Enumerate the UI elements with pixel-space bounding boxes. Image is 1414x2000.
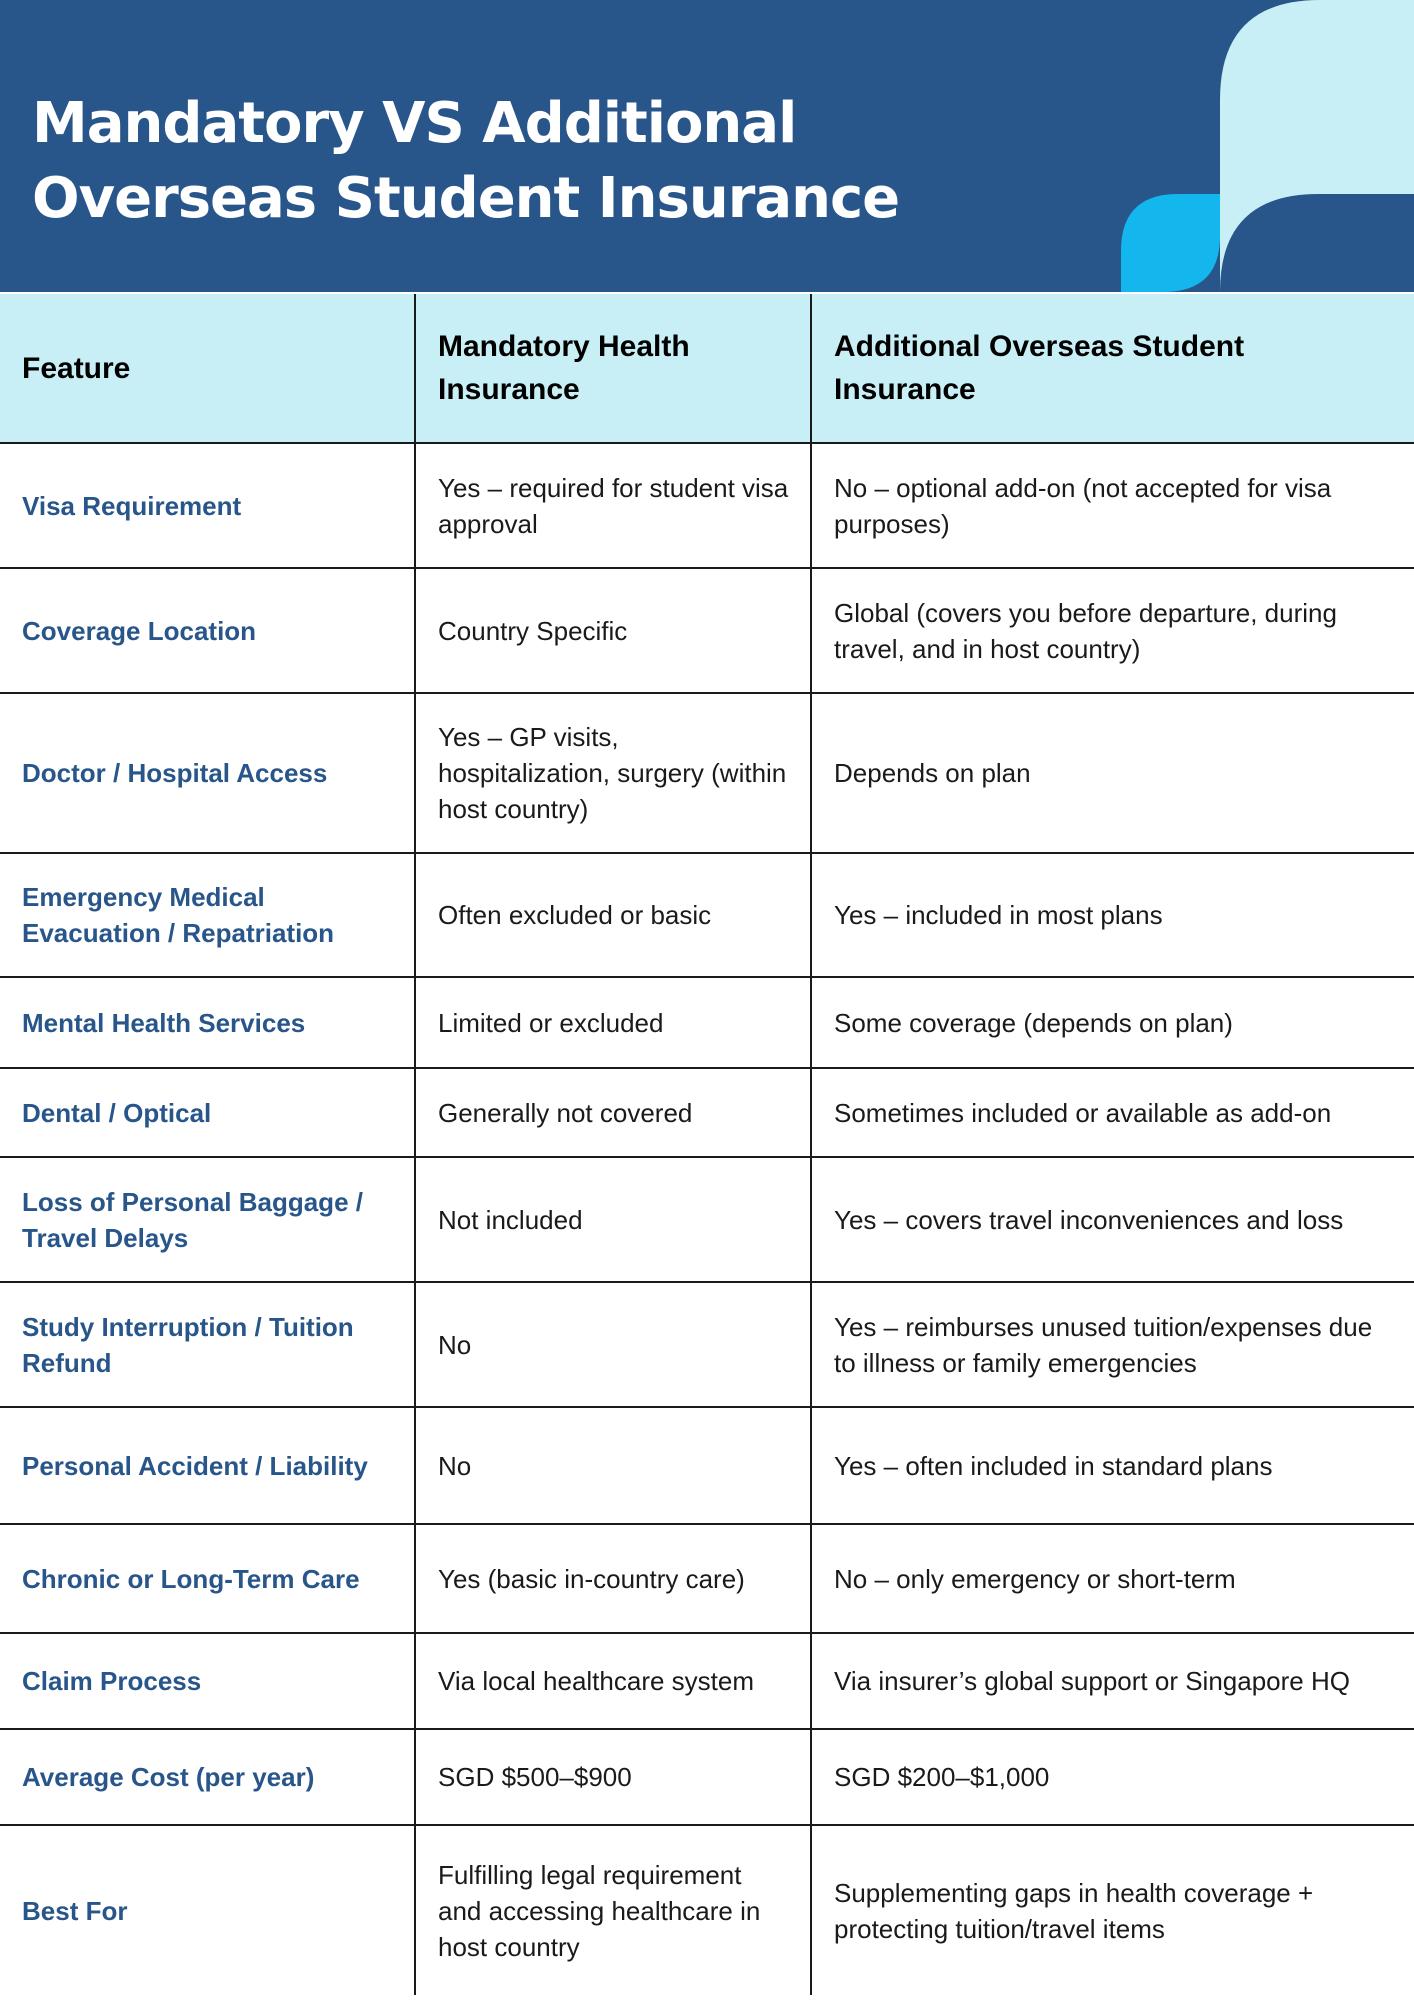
mandatory-cell: No [415, 1282, 811, 1407]
additional-cell: Some coverage (depends on plan) [811, 977, 1414, 1068]
decorative-leaf-shapes [0, 0, 1414, 292]
title-line-1: Mandatory VS Additional [32, 91, 797, 156]
feature-cell: Personal Accident / Liability [0, 1407, 415, 1524]
mandatory-cell: Generally not covered [415, 1068, 811, 1157]
page-header [0, 0, 1414, 292]
additional-cell: Supplementing gaps in health coverage + protecting tuition/travel items [811, 1825, 1414, 1995]
additional-cell: Global (covers you before departure, during travel, and in host country) [811, 568, 1414, 693]
mandatory-cell: Not included [415, 1157, 811, 1282]
light-leaf-shape-top [1220, 0, 1414, 194]
mandatory-cell: Fulfilling legal requirement and accessing healthcare in host country [415, 1825, 811, 1995]
feature-cell: Best For [0, 1825, 415, 1995]
column-header-additional: Additional Overseas Student Insurance [811, 294, 1414, 443]
mandatory-cell: Via local healthcare system [415, 1633, 811, 1729]
mandatory-cell: Often excluded or basic [415, 853, 811, 977]
table-row [0, 443, 1414, 568]
feature-cell: Study Interruption / Tuition Refund [0, 1282, 415, 1407]
table-row [0, 1524, 1414, 1633]
table-row [0, 1068, 1414, 1157]
table-row [0, 1825, 1414, 1995]
feature-cell: Claim Process [0, 1633, 415, 1729]
feature-cell: Doctor / Hospital Access [0, 693, 415, 853]
table-row [0, 693, 1414, 853]
accent-leaf-shape [1121, 194, 1220, 292]
title-line-2: Overseas Student Insurance [32, 166, 900, 231]
mandatory-cell: SGD $500–$900 [415, 1729, 811, 1825]
table-row [0, 1729, 1414, 1825]
additional-cell: No – only emergency or short-term [811, 1524, 1414, 1633]
table-row [0, 1282, 1414, 1407]
mandatory-cell: Yes (basic in-country care) [415, 1524, 811, 1633]
additional-cell: Yes – reimburses unused tuition/expenses due to illness or family emergencies [811, 1282, 1414, 1407]
additional-cell: Via insurer’s global support or Singapore HQ [811, 1633, 1414, 1729]
additional-cell: Sometimes included or available as add-on [811, 1068, 1414, 1157]
table-row [0, 977, 1414, 1068]
column-header-feature: Feature [0, 294, 415, 443]
mandatory-cell: Yes – GP visits, hospitalization, surgery (within host country) [415, 693, 811, 853]
feature-cell: Coverage Location [0, 568, 415, 693]
mandatory-cell: Limited or excluded [415, 977, 811, 1068]
mandatory-cell: Country Specific [415, 568, 811, 693]
feature-cell: Average Cost (per year) [0, 1729, 415, 1825]
table-row [0, 568, 1414, 693]
table-row [0, 1407, 1414, 1524]
feature-cell: Loss of Personal Baggage / Travel Delays [0, 1157, 415, 1282]
table-row [0, 1633, 1414, 1729]
additional-cell: No – optional add-on (not accepted for visa purposes) [811, 443, 1414, 568]
table-row [0, 853, 1414, 977]
table-row [0, 1157, 1414, 1282]
additional-cell: Depends on plan [811, 693, 1414, 853]
feature-cell: Emergency Medical Evacuation / Repatriation [0, 853, 415, 977]
column-header-mandatory: Mandatory Health Insurance [415, 294, 811, 443]
additional-cell: SGD $200–$1,000 [811, 1729, 1414, 1825]
feature-cell: Dental / Optical [0, 1068, 415, 1157]
additional-cell: Yes – often included in standard plans [811, 1407, 1414, 1524]
feature-cell: Visa Requirement [0, 443, 415, 568]
feature-cell: Chronic or Long-Term Care [0, 1524, 415, 1633]
mandatory-cell: No [415, 1407, 811, 1524]
table-header-row [0, 294, 1414, 443]
feature-cell: Mental Health Services [0, 977, 415, 1068]
additional-cell: Yes – included in most plans [811, 853, 1414, 977]
mandatory-cell: Yes – required for student visa approval [415, 443, 811, 568]
additional-cell: Yes – covers travel inconveniences and loss [811, 1157, 1414, 1282]
comparison-table [0, 294, 1414, 1995]
